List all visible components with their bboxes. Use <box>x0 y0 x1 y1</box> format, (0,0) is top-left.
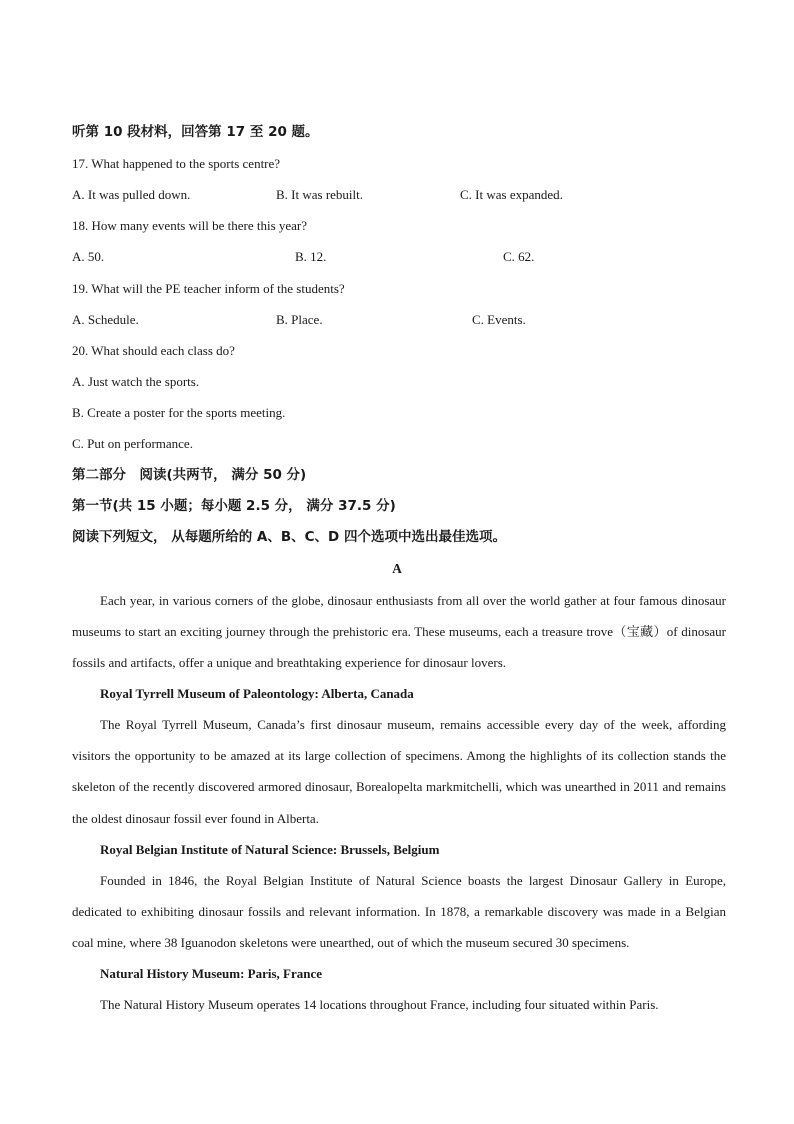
reading-part-title: 第二部分 阅读(共两节， 满分 50 分) <box>72 467 307 483</box>
question-19-option-b: B. Place. <box>276 312 323 327</box>
museum-2-heading: Royal Belgian Institute of Natural Science: Brussels, Belgium <box>100 842 440 857</box>
question-18-option-b: B. 12. <box>295 249 327 264</box>
question-19-option-a: A. Schedule. <box>72 312 139 327</box>
museum-2-text: Founded in 1846, the Royal Belgian Institute of Natural Science boasts the largest Dinosaur Gallery in Europe, dedicated to exhibiting dinosaur fossils and relevant information. In 1878, a remarkable discovery was made in a Belgian coal mine, where 38 Iguanodon skeletons were unearthed, out of which the museum secured 30 specimens. <box>72 873 726 951</box>
question-18-option-c: C. 62. <box>503 249 535 264</box>
question-20-option-c: C. Put on performance. <box>72 436 193 451</box>
question-17-option-b: B. It was rebuilt. <box>276 187 364 202</box>
question-19-stem: 19. What will the PE teacher inform of the students? <box>72 281 345 296</box>
question-17-option-a: A. It was pulled down. <box>72 187 191 202</box>
question-17-stem: 17. What happened to the sports centre? <box>72 156 281 171</box>
listening-instruction: 听第 10 段材料，回答第 17 至 20 题。 <box>72 124 319 140</box>
question-20-option-b: B. Create a poster for the sports meeting. <box>72 405 286 420</box>
question-20-option-a: A. Just watch the sports. <box>72 374 200 389</box>
museum-3-text: The Natural History Museum operates 14 locations throughout France, including four situated within Paris. <box>100 997 659 1012</box>
passage-label: A <box>392 561 402 576</box>
question-18-option-a: A. 50. <box>72 249 105 264</box>
museum-1-heading: Royal Tyrrell Museum of Paleontology: Alberta, Canada <box>100 686 414 701</box>
passage-intro: Each year, in various corners of the globe, dinosaur enthusiasts from all over the world gather at four famous dinosaur museums to start an exciting journey through the prehistoric era. These museums, each a treasure trove（宝藏）of dinosaur fossils and artifacts, offer a unique and breathtaking experience for dinosaur lovers. <box>72 593 726 671</box>
museum-1-text: The Royal Tyrrell Museum, Canada’s first dinosaur museum, remains accessible every day of the week, affording visitors the opportunity to be amazed at its large collection of specimens. Among the highlights of its collection stands the skeleton of the recently discovered armored dinosaur, Borealopelta markmitchelli, which was unearthed in 2011 and remains the oldest dinosaur fossil ever found in Alberta. <box>72 717 726 826</box>
museum-3-heading: Natural History Museum: Paris, France <box>100 966 323 981</box>
question-18-stem: 18. How many events will be there this year? <box>72 218 308 233</box>
reading-section-title: 第一节(共 15 小题；每小题 2.5 分， 满分 37.5 分) <box>72 498 396 514</box>
question-20-stem: 20. What should each class do? <box>72 343 235 358</box>
reading-instruction: 阅读下列短文， 从每题所给的 A、B、C、D 四个选项中选出最佳选项。 <box>72 529 506 545</box>
question-17-option-c: C. It was expanded. <box>460 187 563 202</box>
question-19-option-c: C. Events. <box>472 312 526 327</box>
